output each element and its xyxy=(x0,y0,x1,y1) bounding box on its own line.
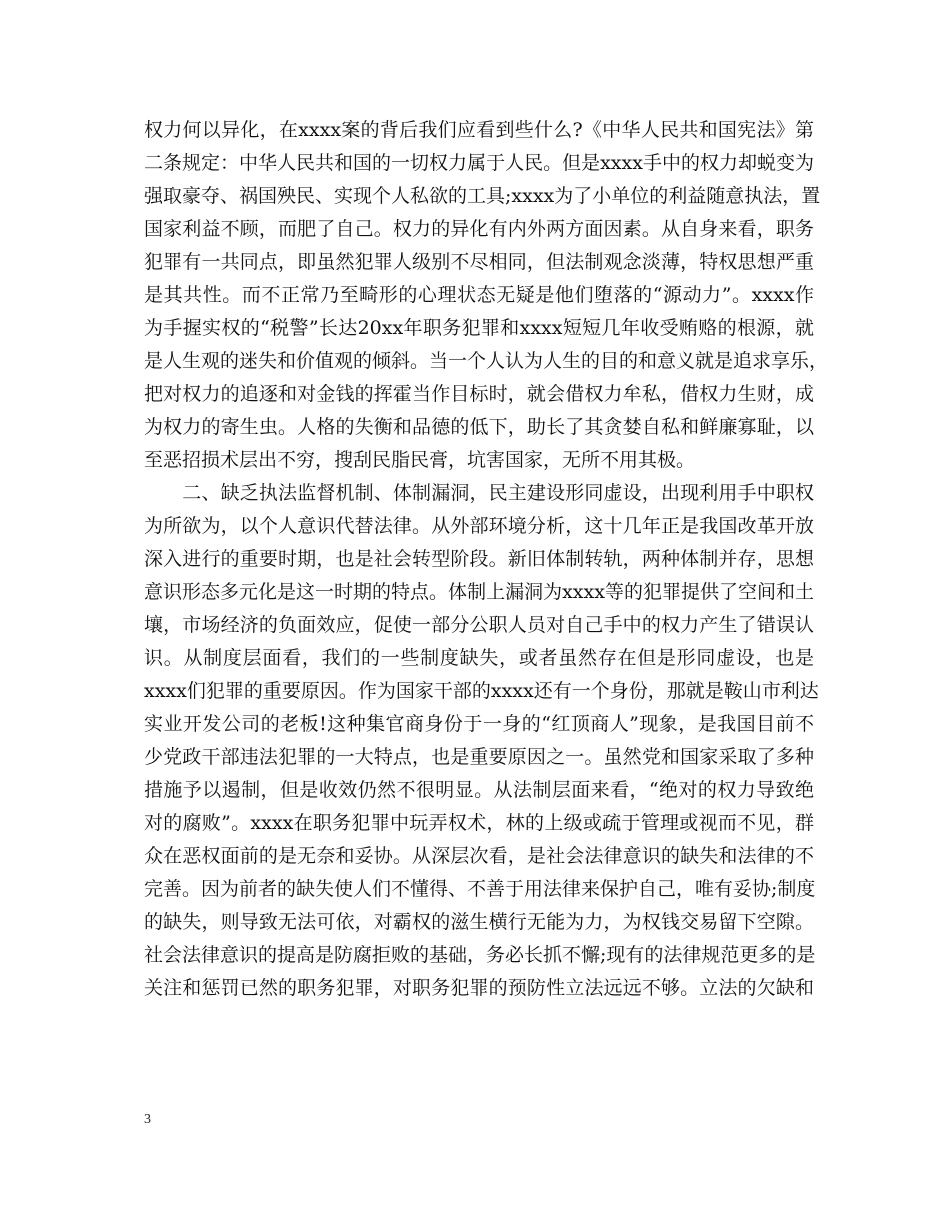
text-line: 权力何以异化，在xxxx案的背后我们应看到些什么?《中华人民共和国宪法》第 xyxy=(144,119,814,141)
text-line: 措施予以遏制，但是收效仍然不很明显。从法制层面来看，“绝对的权力导致绝 xyxy=(144,779,814,801)
text-line: 把对权力的追逐和对金钱的挥霍当作目标时，就会借权力牟私，借权力生财，成 xyxy=(144,383,814,405)
body-text xyxy=(144,114,829,1005)
text-line: 是其共性。而不正常乃至畸形的心理状态无疑是他们堕落的“源动力”。xxxx作 xyxy=(144,284,814,306)
text-line: 二、缺乏执法监督机制、体制漏洞，民主建设形同虚设，出现利用手中职权 xyxy=(144,482,814,504)
text-line: 实业开发公司的老板!这种集官商身份于一身的“红顶商人”现象，是我国目前不 xyxy=(144,713,814,735)
text-line: 二条规定：中华人民共和国的一切权力属于人民。但是xxxx手中的权力却蜕变为 xyxy=(144,152,814,174)
text-line: 完善。因为前者的缺失使人们不懂得、不善于用法律来保护自己，唯有妥协;制度 xyxy=(144,878,816,900)
text-line: 深入进行的重要时期，也是社会转型阶段。新旧体制转轨，两种体制并存，思想 xyxy=(144,548,814,570)
text-line: 为手握实权的“税警”长达20xx年职务犯罪和xxxx短短几年收受贿赂的根源，就 xyxy=(144,317,814,339)
text-line: 是人生观的迷失和价值观的倾斜。当一个人认为人生的目的和意义就是追求享乐， xyxy=(144,350,829,372)
text-line: 强取豪夺、祸国殃民、实现个人私欲的工具;xxxx为了小单位的利益随意执法，置 xyxy=(144,185,821,207)
text-line: 社会法律意识的提高是防腐拒败的基础，务必长抓不懈;现有的法律规范更多的是 xyxy=(144,944,816,966)
page-number: 3 xyxy=(144,1112,151,1127)
text-line: 至恶招损术层出不穷，搜刮民脂民膏，坑害国家，无所不用其极。 xyxy=(144,449,696,471)
text-line: 识。从制度层面看，我们的一些制度缺失，或者虽然存在但是形同虚设，也是 xyxy=(144,647,814,669)
text-line: 国家利益不顾，而肥了自己。权力的异化有内外两方面因素。从自身来看，职务 xyxy=(144,218,814,240)
text-line: 关注和惩罚已然的职务犯罪，对职务犯罪的预防性立法远远不够。立法的欠缺和 xyxy=(144,977,814,999)
text-line: 犯罪有一共同点，即虽然犯罪人级别不尽相同，但法制观念淡薄，特权思想严重 xyxy=(144,251,814,273)
text-line: 对的腐败”。xxxx在职务犯罪中玩弄权术，林的上级或疏于管理或视而不见，群 xyxy=(144,812,814,834)
text-line: 众在恶权面前的是无奈和妥协。从深层次看，是社会法律意识的缺失和法律的不 xyxy=(144,845,814,867)
paragraph-1 xyxy=(144,114,829,477)
text-line: 意识形态多元化是这一时期的特点。体制上漏洞为xxxx等的犯罪提供了空间和土 xyxy=(144,581,814,603)
text-line: 少党政干部违法犯罪的一大特点，也是重要原因之一。虽然党和国家采取了多种 xyxy=(144,746,814,768)
text-line: xxxx们犯罪的重要原因。作为国家干部的xxxx还有一个身份，那就是鞍山市利达 xyxy=(144,680,819,702)
text-line: 为权力的寄生虫。人格的失衡和品德的低下，助长了其贪婪自私和鲜廉寡耻，以 xyxy=(144,416,814,438)
text-line: 壤，市场经济的负面效应，促使一部分公职人员对自己手中的权力产生了错误认 xyxy=(144,614,814,636)
paragraph-2 xyxy=(144,477,819,1005)
text-line: 的缺失，则导致无法可依，对霸权的滋生横行无能为力，为权钱交易留下空隙。 xyxy=(144,911,814,933)
text-line: 为所欲为，以个人意识代替法律。从外部环境分析，这十几年正是我国改革开放 xyxy=(144,515,814,537)
